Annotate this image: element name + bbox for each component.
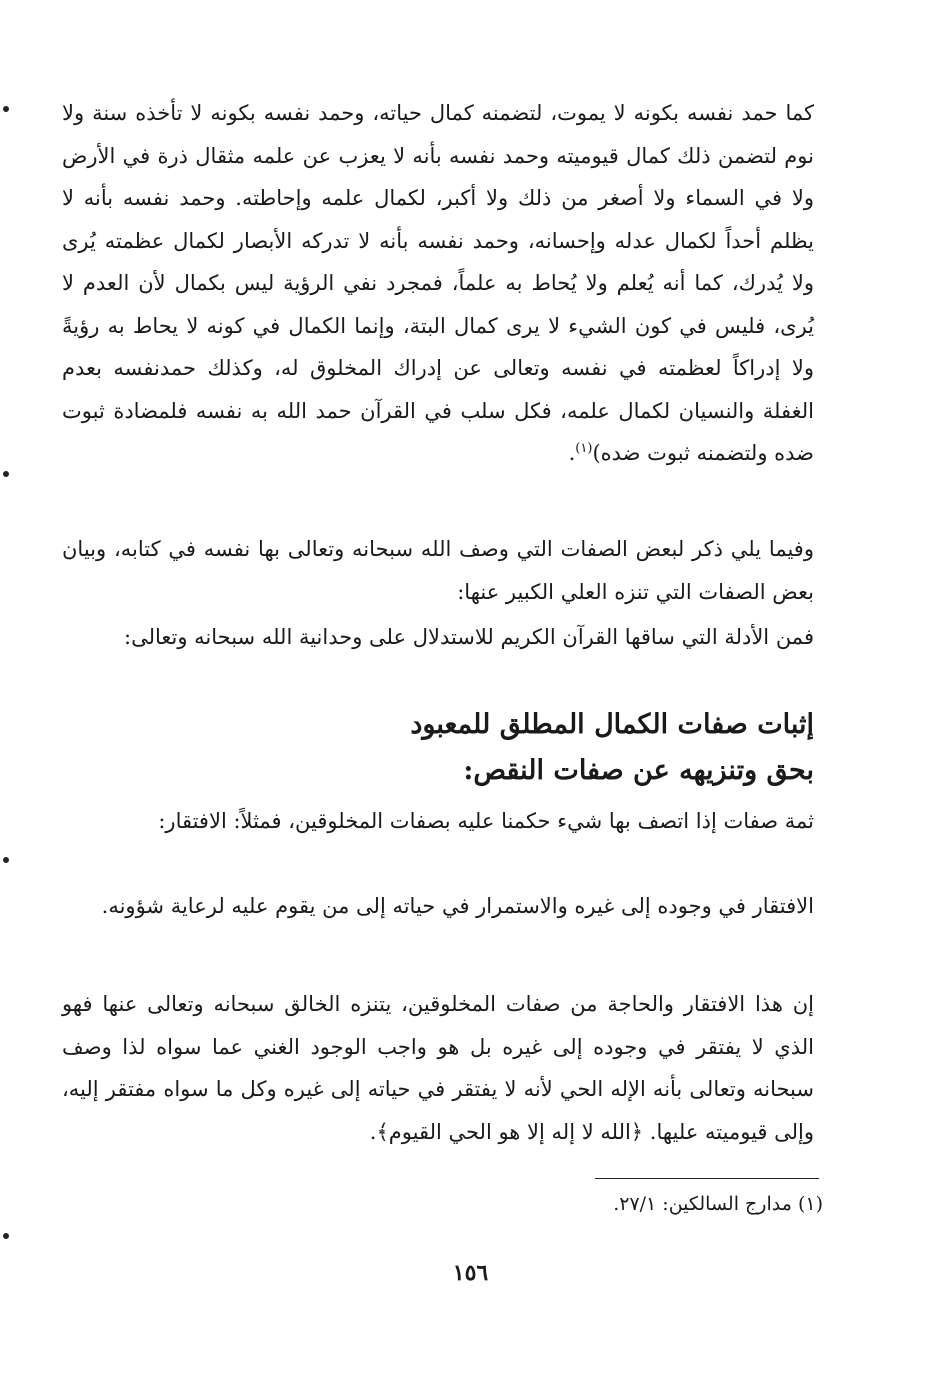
footnote: (١) مدارج السالكين: ٢٧/١. [613,1193,823,1215]
scan-mark [3,1233,9,1239]
scan-mark [3,471,9,477]
footnote-divider [595,1178,819,1179]
paragraph-5: الافتقار في وجوده إلى غيره والاستمرار في حياته إلى من يقوم عليه لرعاية شؤونه. [101,894,814,918]
scan-mark [3,106,9,112]
paragraph-4: ثمة صفات إذا اتصف بها شيء حكمنا عليه بصفات المخلوقين، فمثلاً: الافتقار: [158,809,814,833]
paragraph-3: فمن الأدلة التي ساقها القرآن الكريم للاستدلال على وحدانية الله سبحانه وتعالى: [124,625,814,649]
footnote-marker: (١) [575,441,593,456]
paragraph-6: إن هذا الافتقار والحاجة من صفات المخلوقين، يتنزه الخالق سبحانه وتعالى عنها فهو الذي لا يفتقر في وجوده إلى غيره بل هو واجب الوجود الغني عما سواه لذا وصف سبحانه وتعالى بأنه الإله الحي لأنه لا يفتقر في حياته إلى غيره وكل ما سواه مفتقر إليه، وإلى قيوميته عليها. ﴿الله لا إله إلا هو الحي القيوم﴾. [62,992,814,1144]
section-heading-line-2: بحق وتنزيهه عن صفات النقص: [463,755,814,786]
scan-mark [3,857,9,863]
paragraph-1-end: . [568,441,576,465]
paragraph-1-text: كما حمد نفسه بكونه لا يموت، لتضمنه كمال حياته، وحمد نفسه بكونه لا تأخذه سنة ولا نوم لتضمن ذلك كمال قيوميته وحمد نفسه بأنه لا يعزب عن علمه مثقال ذرة في الأرض ولا في السماء ولا أصغر من ذلك ولا أكبر، لكمال علمه وإحاطته. وحمد نفسه بأنه لا يظلم أحداً لكمال عدله وإحسانه، وحمد نفسه بأنه لا تدركه الأبصار لكمال عظمته يُرى ولا يُدرك، كما أنه يُعلم ولا يُحاط به علماً، فمجرد نفي الرؤية ليس بكمال لأن العدم لا يُرى، فليس في كون الشيء لا يرى كمال البتة، وإنما الكمال في كونه لا يحاط به رؤيةً ولا إدراكاً لعظمته في نفسه وتعالى عن إدراك المخلوق له، وكذلك حمدنفسه بعدم الغفلة والنسيان لكمال علمه، فكل سلب في القرآن حمد الله به نفسه فلمضادة ثبوت ضده ولتضمنه ثبوت ضده) [62,101,814,465]
section-heading-line-1: إثبات صفات الكمال المطلق للمعبود [410,709,814,740]
page-number: ١٥٦ [452,1260,489,1286]
paragraph-2: وفيما يلي ذكر لبعض الصفات التي وصف الله سبحانه وتعالى بها نفسه في كتابه، وبيان بعض الصفات التي تنزه العلي الكبير عنها: [62,537,814,604]
paragraph-1 [62,92,814,475]
